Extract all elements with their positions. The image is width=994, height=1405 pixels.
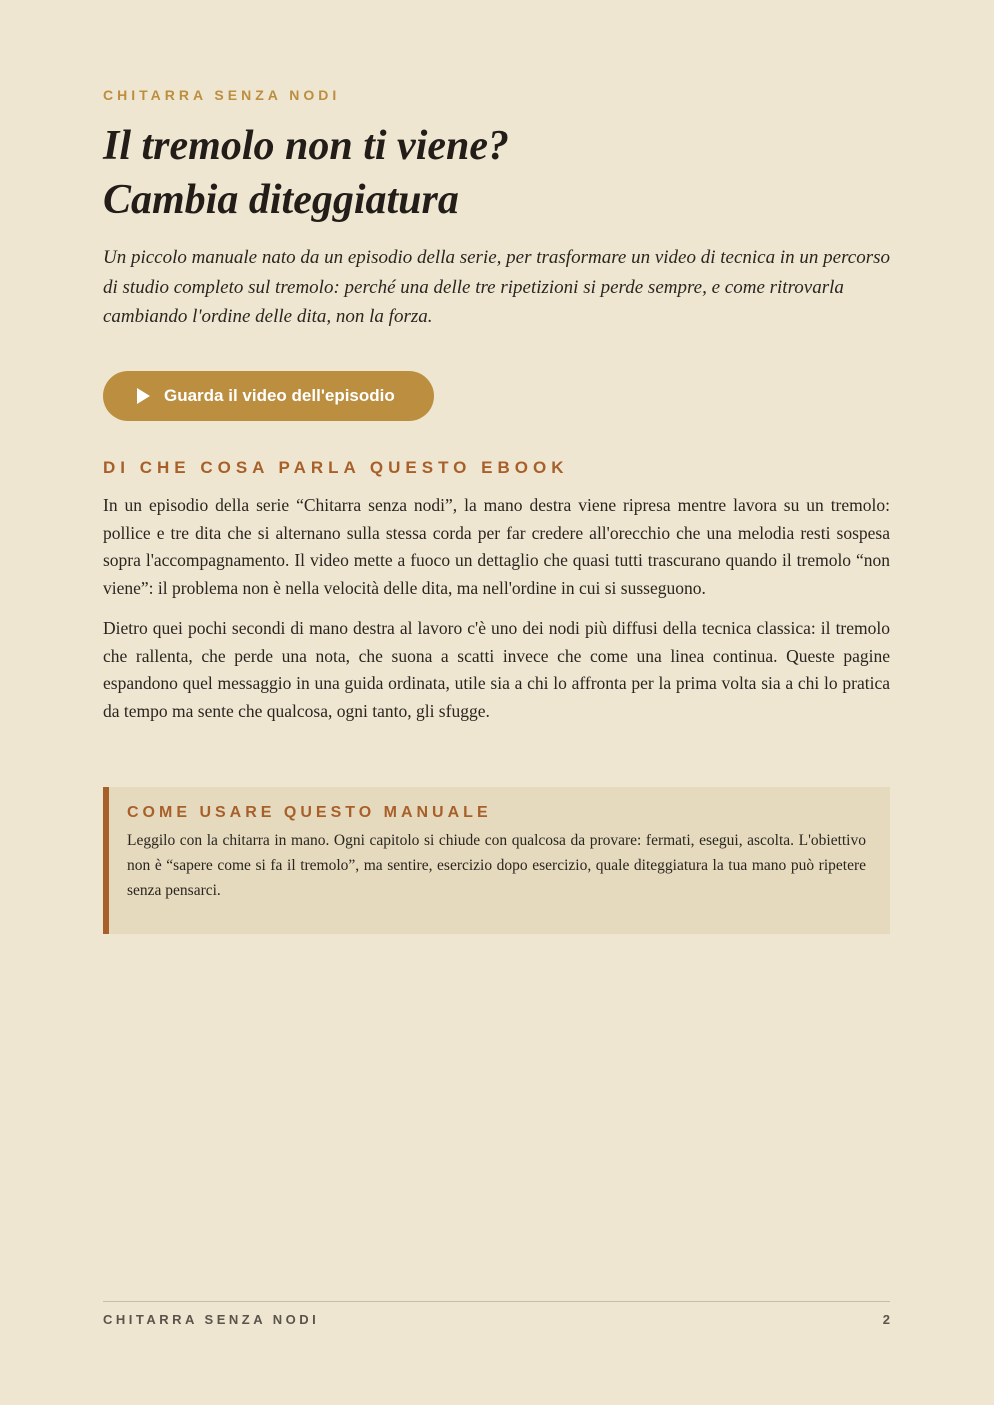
play-icon xyxy=(137,388,150,404)
section-heading: DI CHE COSA PARLA QUESTO EBOOK xyxy=(103,458,569,477)
callout-text: Leggilo con la chitarra in mano. Ogni capitolo si chiude con qualcosa da provare: fermati, esegui, ascolta. L'obiettivo non è “sapere come si fa il tremolo”, ma sentire, esercizio dopo esercizio, quale diteggiatura la tua mano può ripetere senza pensarci. xyxy=(127,832,866,899)
footer-divider xyxy=(103,1301,890,1302)
callout-heading: COME USARE QUESTO MANUALE xyxy=(127,804,492,821)
title-line-2: Cambia diteggiatura xyxy=(103,177,459,223)
lead-paragraph: Un piccolo manuale nato da un episodio della serie, per trasformare un video di tecnica in un percorso di studio completo sul tremolo: perché una delle tre ripetizioni si perde sempre, e come ritrovarla cambiando l'ordine delle dita, non la forza. xyxy=(103,247,890,327)
watch-video-button[interactable] xyxy=(103,371,434,421)
body-paragraph-1: In un episodio della serie “Chitarra senza nodi”, la mano destra viene ripresa mentre lavora su un tremolo: pollice e tre dita che si alternano sulla stessa corda per far credere all'orecchio che una melodia resti sospesa sopra l'accompagnamento. Il video mette a fuoco un dettaglio che quasi tutti trascurano quando il tremolo “non viene”: il problema non è nella velocità delle dita, ma nell'ordine in cui si susseguono. xyxy=(103,495,890,598)
title-line-1: Il tremolo non ti viene? xyxy=(103,123,510,169)
watch-video-label: Guarda il video dell'episodio xyxy=(164,386,395,405)
page-title xyxy=(103,119,509,227)
page-number: 2 xyxy=(882,1312,890,1327)
body-paragraph-2: Dietro quei pochi secondi di mano destra al lavoro c'è uno dei nodi più diffusi della tecnica classica: il tremolo che rallenta, che perde una nota, che suona a scatti invece che come una linea continua. Queste pagine espandono quel messaggio in una guida ordinata, utile sia a chi lo affronta per la prima volta sia a chi lo pratica da tempo ma sente che qualcosa, ogni tanto, gli sfugge. xyxy=(103,618,890,721)
series-kicker: CHITARRA SENZA NODI xyxy=(103,87,341,103)
usage-callout xyxy=(103,787,890,934)
footer-series-label: CHITARRA SENZA NODI xyxy=(103,1312,320,1327)
